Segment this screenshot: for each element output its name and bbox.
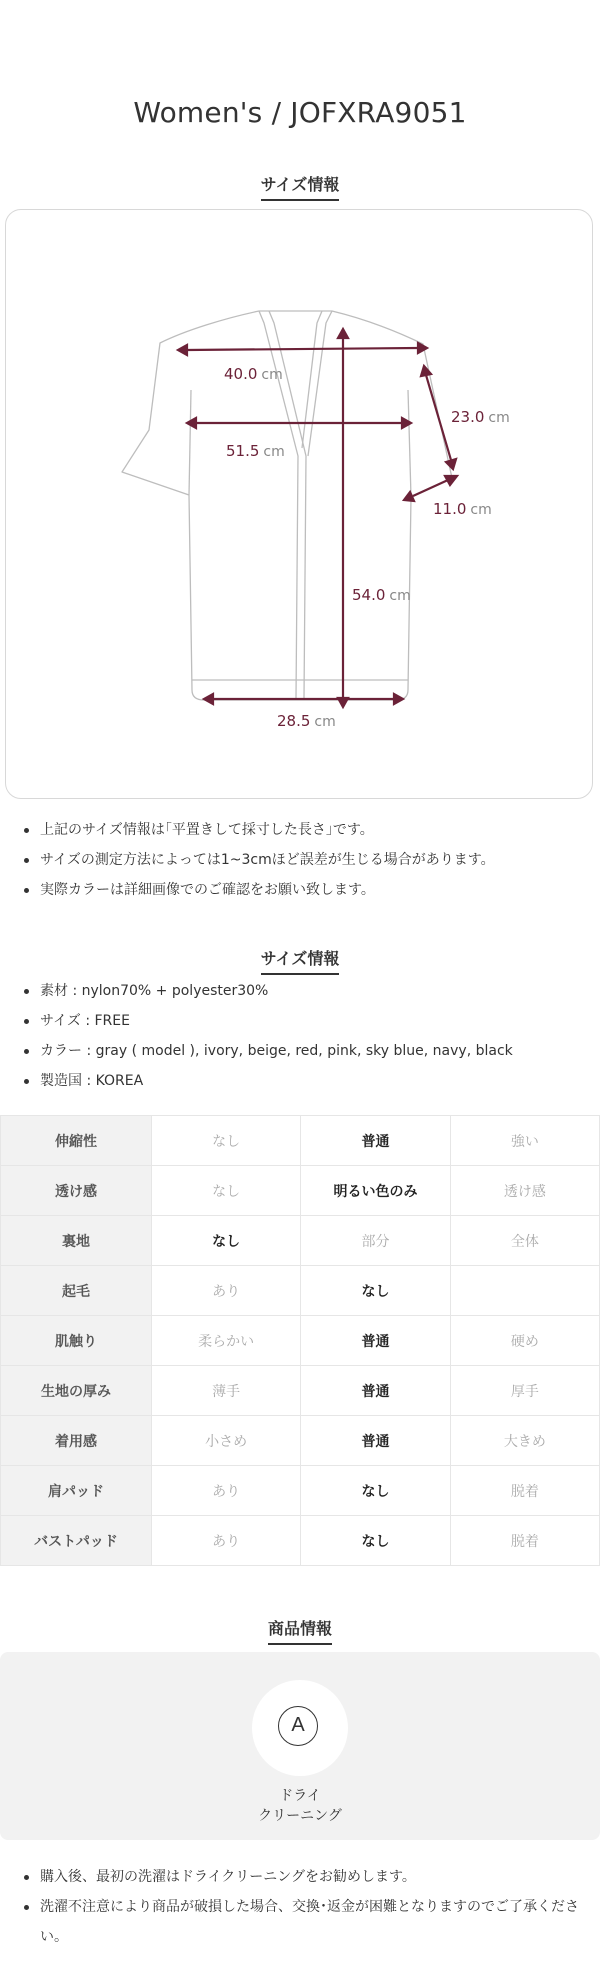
attribute-option-selected: 普通 (301, 1366, 450, 1416)
fabric-attributes-table (0, 1115, 600, 1566)
attribute-option: 厚手 (450, 1366, 599, 1416)
list-item: サイズの測定方法によっては1~3cmほど誤差が生じる場合があります。 (40, 845, 580, 875)
size-item: サイズ : FREE (40, 1006, 580, 1036)
attribute-label: 裏地 (1, 1216, 152, 1266)
attribute-option: なし (152, 1166, 301, 1216)
origin-item: 製造国 : KOREA (40, 1066, 580, 1096)
list-item: 洗濯不注意により商品が破損した場合、交換･返金が困難となりますのでご了承ください。 (40, 1892, 580, 1952)
care-label-line2: クリーニング (258, 1808, 342, 1824)
attribute-option: 薄手 (152, 1366, 301, 1416)
measurement-sleeve-length: 23.0 cm (451, 408, 510, 426)
product-info-heading (0, 1616, 600, 1645)
care-icon-container (252, 1680, 348, 1776)
attribute-option-selected: 明るい色のみ (301, 1166, 450, 1216)
material-item: 素材 : nylon70% + polyester30% (40, 976, 580, 1006)
attribute-label: 伸縮性 (1, 1116, 152, 1166)
attribute-option: 透け感 (450, 1166, 599, 1216)
measurement-hem: 28.5 cm (277, 712, 336, 730)
care-label (200, 1786, 400, 1826)
care-instructions (0, 1652, 600, 1840)
attribute-option: 強い (450, 1116, 599, 1166)
table-row (1, 1216, 600, 1266)
attribute-option: なし (152, 1116, 301, 1166)
table-row (1, 1366, 600, 1416)
attribute-option: 小さめ (152, 1416, 301, 1466)
size-info-heading-text: サイズ情報 (261, 172, 340, 201)
attribute-label: 着用感 (1, 1416, 152, 1466)
attribute-option-empty (450, 1266, 599, 1316)
table-row (1, 1266, 600, 1316)
measurement-chest: 51.5 cm (226, 442, 285, 460)
attribute-option-selected: 普通 (301, 1416, 450, 1466)
size-info-heading (0, 172, 600, 201)
attribute-option-selected: 普通 (301, 1316, 450, 1366)
attribute-option: あり (152, 1516, 301, 1566)
attribute-option: 全体 (450, 1216, 599, 1266)
table-row (1, 1466, 600, 1516)
attribute-label: 透け感 (1, 1166, 152, 1216)
attribute-label: 生地の厚み (1, 1366, 152, 1416)
spec-heading (0, 946, 600, 975)
spec-list (0, 976, 580, 1096)
attribute-label: 起毛 (1, 1266, 152, 1316)
attribute-option: あり (152, 1466, 301, 1516)
attribute-option: 柔らかい (152, 1316, 301, 1366)
table-row (1, 1316, 600, 1366)
attribute-option: あり (152, 1266, 301, 1316)
table-row (1, 1116, 600, 1166)
table-row (1, 1516, 600, 1566)
measurement-shoulder: 40.0 cm (224, 365, 283, 383)
attribute-option: 脱着 (450, 1466, 599, 1516)
dry-clean-icon: A (278, 1706, 318, 1746)
list-item: 購入後、最初の洗濯はドライクリーニングをお勧めします。 (40, 1862, 580, 1892)
page-title: Women's / JOFXRA9051 (133, 96, 467, 129)
attribute-option-selected: なし (301, 1266, 450, 1316)
product-notes (0, 1862, 580, 1952)
size-diagram (5, 209, 593, 799)
attribute-label: バストパッド (1, 1516, 152, 1566)
list-item: 上記のサイズ情報は｢平置きして採寸した長さ｣です。 (40, 815, 580, 845)
attribute-option: 大きめ (450, 1416, 599, 1466)
attribute-option: 脱着 (450, 1516, 599, 1566)
size-notes (0, 815, 580, 905)
spec-heading-text: サイズ情報 (261, 946, 340, 975)
attribute-option-selected: 普通 (301, 1116, 450, 1166)
attribute-label: 肩パッド (1, 1466, 152, 1516)
care-label-line1: ドライ (279, 1788, 321, 1804)
measurement-cuff: 11.0 cm (433, 500, 492, 518)
color-item: カラー : gray ( model ), ivory, beige, red, pink, sky blue, navy, black (40, 1036, 580, 1066)
table-row (1, 1166, 600, 1216)
attribute-option-selected: なし (301, 1466, 450, 1516)
attribute-option: 硬め (450, 1316, 599, 1366)
list-item: 実際カラーは詳細画像でのご確認をお願い致します。 (40, 875, 580, 905)
attribute-option-selected: なし (301, 1516, 450, 1566)
product-info-heading-text: 商品情報 (268, 1616, 332, 1645)
table-row (1, 1416, 600, 1466)
attribute-option-selected: なし (152, 1216, 301, 1266)
measurement-length: 54.0 cm (352, 586, 411, 604)
attribute-label: 肌触り (1, 1316, 152, 1366)
attribute-option: 部分 (301, 1216, 450, 1266)
